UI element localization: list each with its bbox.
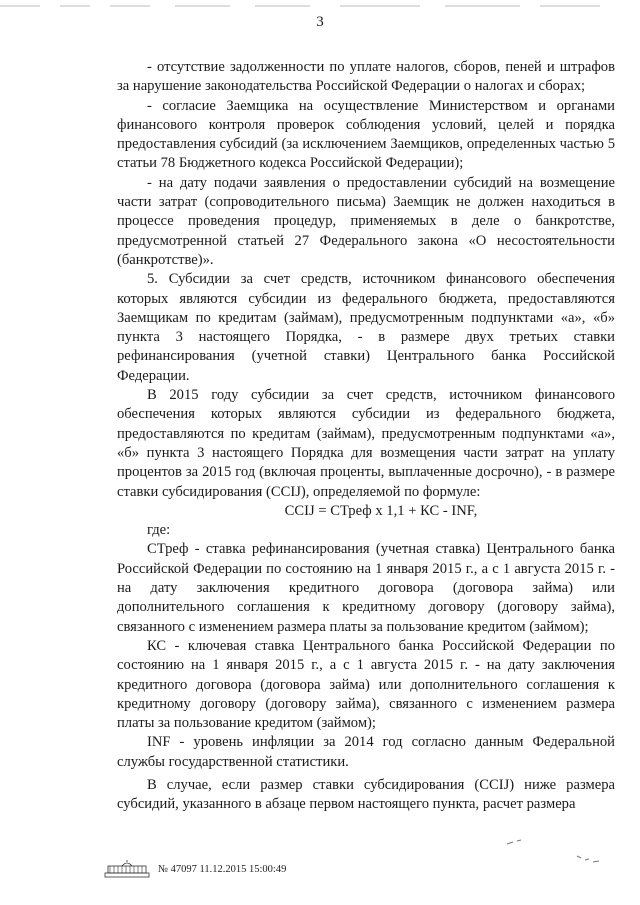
paragraph: - отсутствие задолженности по уплате налогов, сборов, пеней и штрафов за нарушение законодательства Российской Федерации о налогах и сборах; xyxy=(117,59,615,95)
paragraph: 5. Субсидии за счет средств, источником финансового обеспечения которых являются субсидии из федерального бюджета, предоставляются Заемщикам по кредитам (займам), предусмотренным подпунктами «а», «б» пункта 3 настоящего Порядка, - в размере двух третьих ставки рефинансирования (учетной ставки) Центрального банка Российской Федерации. xyxy=(117,271,615,384)
paragraph: В случае, если размер ставки субсидирования (CCIJ) ниже размера субсидий, указанного в абзаце первом настоящего пункта, расчет размера xyxy=(117,776,615,813)
where-label: где: xyxy=(147,522,171,539)
definition-ks: КС - ключевая ставка Центрального банка Российской Федерации по состоянию на 1 января 2015 г., а с 1 августа 2015 г. - на дату заключения кредитного договора (договора займа) или дополнительного соглашения к кредитному договору (договору займа), связанного с изменением размера платы за пользование кредитом (займом); xyxy=(117,637,615,732)
paragraph: - согласие Заемщика на осуществление Министерством и органами финансового контроля проверок соблюдения условий, целей и порядка предоставления субсидий (за исключением Заемщиков, определенных частью 5 статьи 78 Бюджетного кодекса Российской Федерации); xyxy=(117,97,615,172)
scan-top-edge xyxy=(0,0,640,14)
paragraph: - на дату подачи заявления о предоставлении субсидий на возмещение части затрат (сопроводительного письма) Заемщик не должен находиться в процессе проведения процедур, применяемых в деле о банкротстве, предусмотренной статьей 27 Федерального закона «О несостоятельности (банкротстве)». xyxy=(117,174,615,268)
scan-mark-icon xyxy=(505,836,525,848)
footer xyxy=(104,858,286,880)
page-number: 3 xyxy=(316,14,324,30)
definition-streft: СТреф - ставка рефинансирования (учетная ставка) Центрального банка Российской Федерации по состоянию на 1 января 2015 г., а с 1 августа 2015 г. - на дату заключения кредитного договора (договора займа) или дополнительного соглашения к кредитному договору (договору займа), связанного с изменением размера платы за пользование кредитом (займом); xyxy=(117,541,615,635)
building-logo-icon xyxy=(104,859,150,879)
scan-mark-icon xyxy=(575,852,605,866)
formula: CCIJ = СТреф x 1,1 + КС - INF, xyxy=(284,502,478,519)
paragraph: В 2015 году субсидии за счет средств, источником финансового обеспечения которых являются субсидии из федерального бюджета, предоставляются по кредитам (займам), предусмотренным подпунктами «а», «б» пункта 3 настоящего Порядка для возмещения части затрат на уплату процентов за 2015 год (включая проценты, выплаченные досрочно), - в размере ставки субсидирования (ССIJ), определяемой по формуле: xyxy=(117,387,615,500)
registration-stamp: № 47097 11.12.2015 15:00:49 xyxy=(158,863,287,875)
definition-inf: INF - уровень инфляции за 2014 год согласно данным Федеральной службы государственной статистики. xyxy=(117,734,615,770)
document-body xyxy=(117,58,615,815)
